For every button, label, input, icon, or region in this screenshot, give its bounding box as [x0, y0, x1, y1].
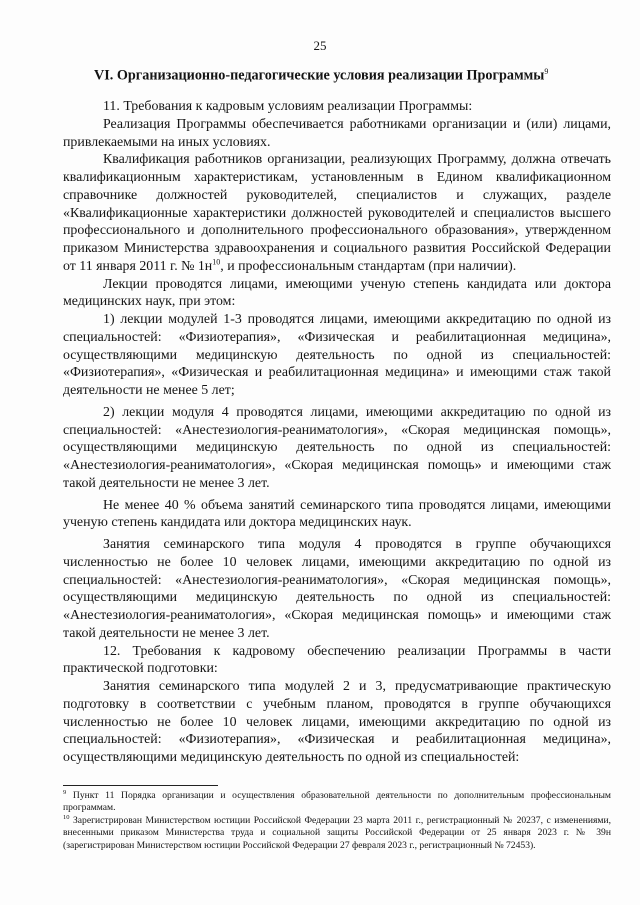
footnote-ref: 9 — [544, 67, 549, 76]
footnote-divider — [63, 785, 218, 786]
footnote-ref: 10 — [212, 257, 221, 267]
list-item: 1) лекции модулей 1-3 проводятся лицами, имеющими аккредитацию по одной из специальностей: «Физиотерапия», «Физическая и реабилитационная медицина», осуществляющими медицинскую деятельность по одной из специальностей: «Физиотерапия», «Физическая и реабилитационная медицина» и имеющими стаж такой деятельности не менее 5 лет; — [63, 312, 611, 398]
section-heading — [94, 67, 594, 85]
footnote-text: Зарегистрирован Министерством юстиции Российской Федерации 23 марта 2011 г., регистрационный № 20237, с изменениями, внесенными приказом Министерства труда и социальной защиты Российской Федерации от 25 января 2023 г. № 39н (зарегистрирован Министерством юстиции Российской Федерации 27 февраля 2023 г., регистрационный № 72453). — [63, 814, 611, 851]
paragraph-text: Квалификация работников организации, реализующих Программу, должна отвечать квалификационным характеристикам, установленным в Едином квалификационном справочнике должностей руководителей, специалистов и служащих, разделе «Квалификационные характеристики должностей руководителей и специалистов высшего профессионального и дополнительного профессионального образования», утвержденном приказом Министерства здравоохранения и социального развития Российской Федерации от 11 января 2011 г. № 1н — [63, 152, 611, 274]
footnotes — [63, 790, 611, 852]
section-heading-text: VI. Организационно-педагогические условия реализации Программы — [94, 67, 545, 84]
paragraph: 12. Требования к кадровому обеспечению реализации Программы в части практической подготовки: — [63, 643, 611, 677]
page-number: 25 — [313, 38, 327, 53]
list-item: 2) лекции модуля 4 проводятся лицами, имеющими аккредитацию по одной из специальностей: «Анестезиология-реаниматология», «Скорая медицинская помощь», осуществляющими медицинскую деятельность по одной из специальностей: «Анестезиология-реаниматология», «Скорая медицинская помощь» и имеющими стаж такой деятельности не менее 3 лет. — [63, 404, 611, 491]
paragraph: Не менее 40 % объема занятий семинарского типа проводятся лицами, имеющими ученую степень кандидата или доктора медицинских наук. — [63, 497, 611, 531]
paragraph: Реализация Программы обеспечивается работниками организации и (или) лицами, привлекаемыми на иных условиях. — [63, 116, 611, 150]
footnote-number: 10 — [63, 813, 70, 821]
footnote — [63, 815, 611, 852]
paragraph: Лекции проводятся лицами, имеющими ученую степень кандидата или доктора медицинских наук, при этом: — [63, 276, 611, 310]
paragraph: Занятия семинарского типа модулей 2 и 3, предусматривающие практическую подготовку в соответствии с учебным планом, проводятся в группе обучающихся численностью не более 10 человек лицами, имеющими аккредитацию по одной из специальностей: «Физиотерапия», «Физическая и реабилитационная медицина», осуществляющими медицинскую деятельность по одной из специальностей: — [63, 679, 611, 765]
paragraph-text: , и профессиональным стандартам (при наличии). — [220, 258, 517, 274]
paragraph: Занятия семинарского типа модуля 4 проводятся в группе обучающихся численностью не более 10 человек лицами, имеющими аккредитацию по одной из специальностей: «Анестезиология-реаниматология», «Скорая медицинская помощь», осуществляющими медицинскую деятельность по одной из специальностей: «Анестезиология-реаниматология», «Скорая медицинская помощь» и имеющими стаж такой деятельности не менее 3 лет. — [63, 537, 611, 641]
footnote-number: 9 — [63, 788, 67, 796]
paragraph — [63, 151, 611, 275]
paragraph: 11. Требования к кадровым условиям реализации Программы: — [103, 99, 473, 114]
document-body — [63, 98, 611, 767]
footnote-text: Пункт 11 Порядка организации и осуществления образовательной деятельности по дополнительным профессиональным программам. — [63, 790, 611, 814]
footnote — [63, 790, 611, 815]
